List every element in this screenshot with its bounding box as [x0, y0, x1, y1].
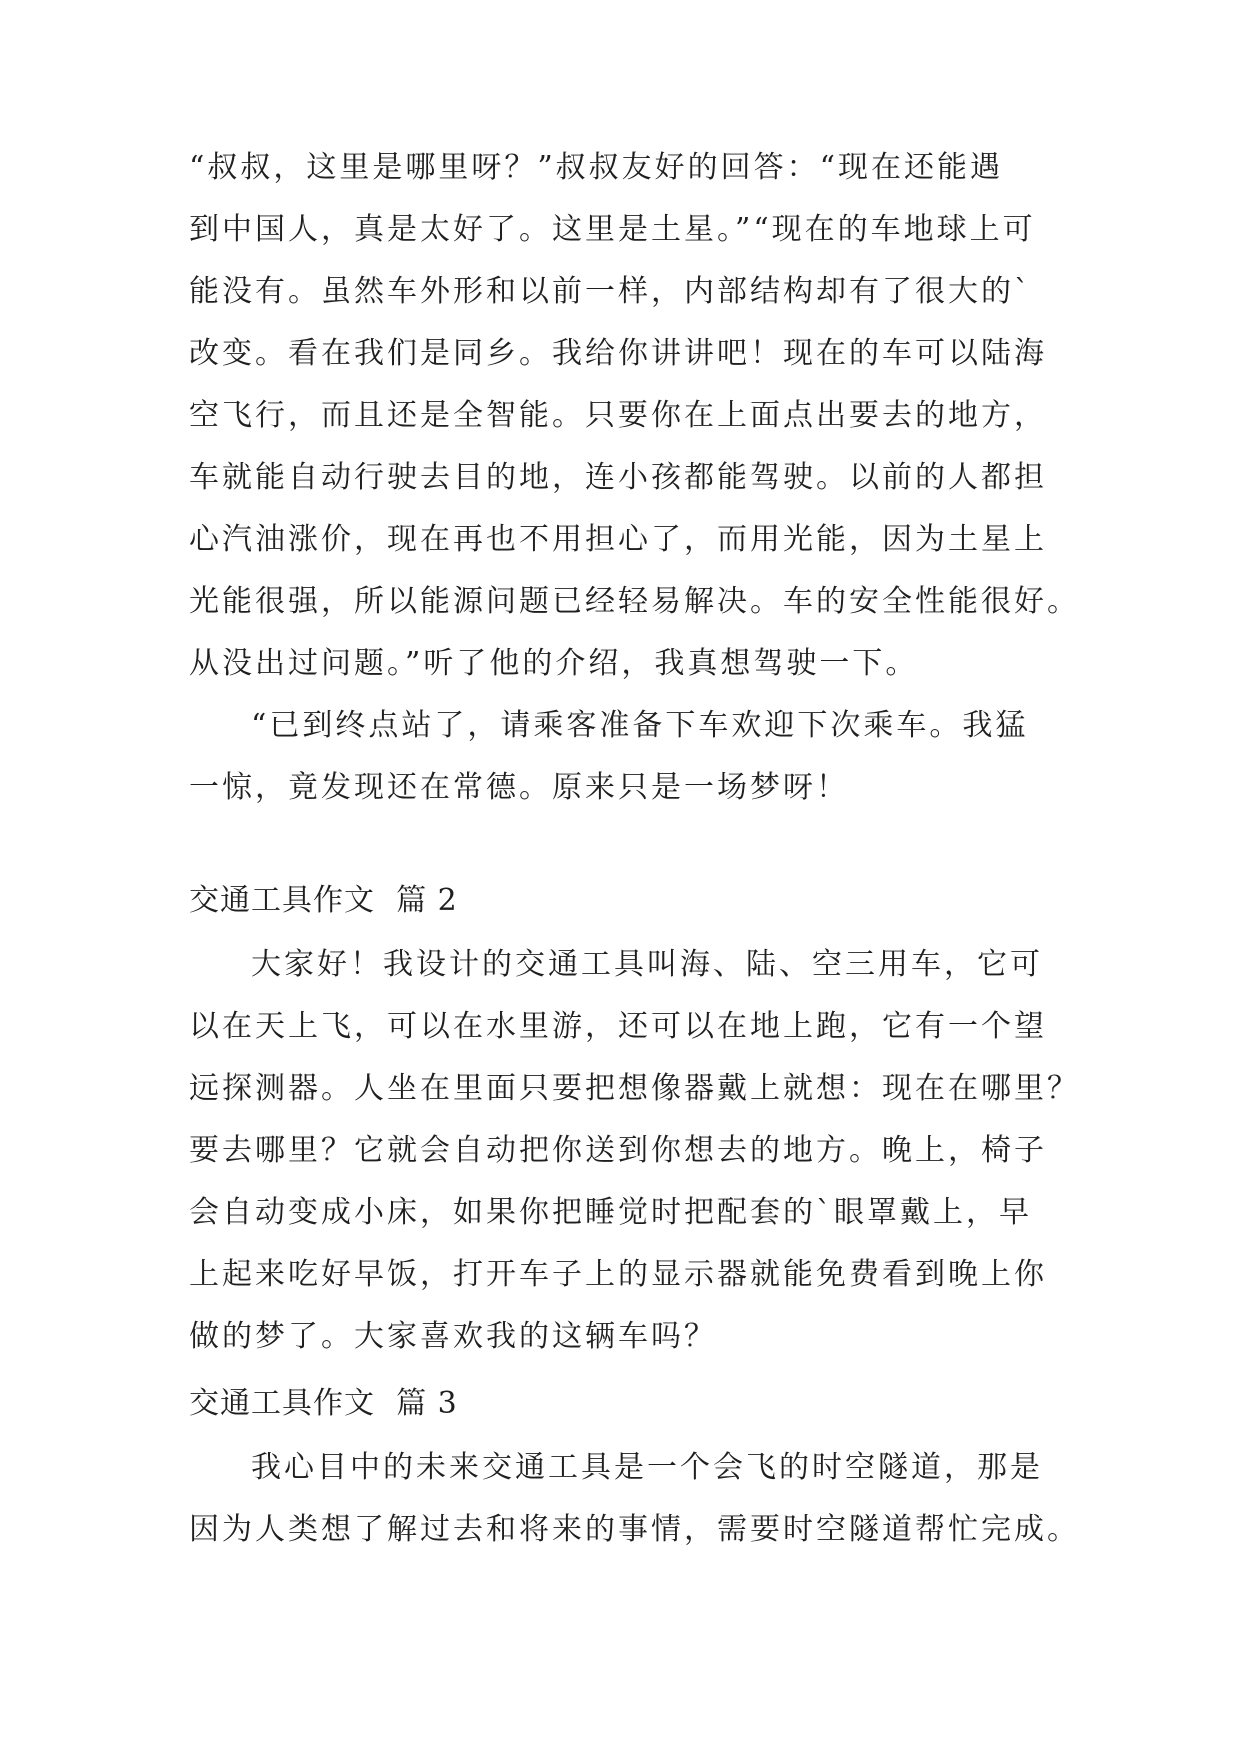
text-line: 能没有。虽然车外形和以前一样，内部结构却有了很大的` — [189, 274, 1032, 309]
text-line: 从没出过问题。”听了他的介绍，我真想驾驶一下。 — [189, 646, 919, 681]
text-line: 要去哪里？它就会自动把你送到你想去的地方。晚上，椅子 — [189, 1133, 1047, 1168]
essay-3-body — [189, 1437, 1080, 1561]
essay-1-body — [189, 137, 1080, 819]
text-line: 改变。看在我们是同乡。我给你讲讲吧！现在的车可以陆海 — [189, 336, 1047, 371]
text-line: 以在天上飞，可以在水里游，还可以在地上跑，它有一个望 — [189, 1009, 1047, 1044]
essay-2-body — [189, 934, 1080, 1368]
text-line: “叔叔，这里是哪里呀？”叔叔友好的回答：“现在还能遇 — [189, 150, 1004, 185]
text-line: 车就能自动行驶去目的地，连小孩都能驾驶。以前的人都担 — [189, 460, 1047, 495]
text-line: “已到终点站了，请乘客准备下车欢迎下次乘车。我猛 — [251, 708, 1029, 743]
section-heading-3: 交通工具作文 篇 3 — [189, 1386, 458, 1421]
text-line: 因为人类想了解过去和将来的事情，需要时空隧道帮忙完成。 — [189, 1512, 1080, 1547]
text-line: 空飞行，而且还是全智能。只要你在上面点出要去的地方， — [189, 398, 1047, 433]
section-heading-2: 交通工具作文 篇 2 — [189, 883, 458, 918]
text-line: 光能很强，所以能源问题已经轻易解决。车的安全性能很好。 — [189, 584, 1080, 619]
text-line: 远探测器。人坐在里面只要把想像器戴上就想：现在在哪里？ — [189, 1071, 1080, 1106]
text-line: 一惊，竟发现还在常德。原来只是一场梦呀！ — [189, 770, 849, 805]
text-line: 心汽油涨价，现在再也不用担心了，而用光能，因为土星上 — [189, 522, 1047, 557]
text-line: 我心目中的未来交通工具是一个会飞的时空隧道，那是 — [251, 1450, 1043, 1485]
text-line: 会自动变成小床，如果你把睡觉时把配套的`眼罩戴上，早 — [189, 1195, 1032, 1230]
text-line: 大家好！我设计的交通工具叫海、陆、空三用车，它可 — [251, 947, 1043, 982]
text-line: 做的梦了。大家喜欢我的这辆车吗？ — [189, 1319, 717, 1354]
text-line: 上起来吃好早饭，打开车子上的显示器就能免费看到晚上你 — [189, 1257, 1047, 1292]
text-line: 到中国人，真是太好了。这里是土星。”“现在的车地球上可 — [189, 212, 1036, 247]
